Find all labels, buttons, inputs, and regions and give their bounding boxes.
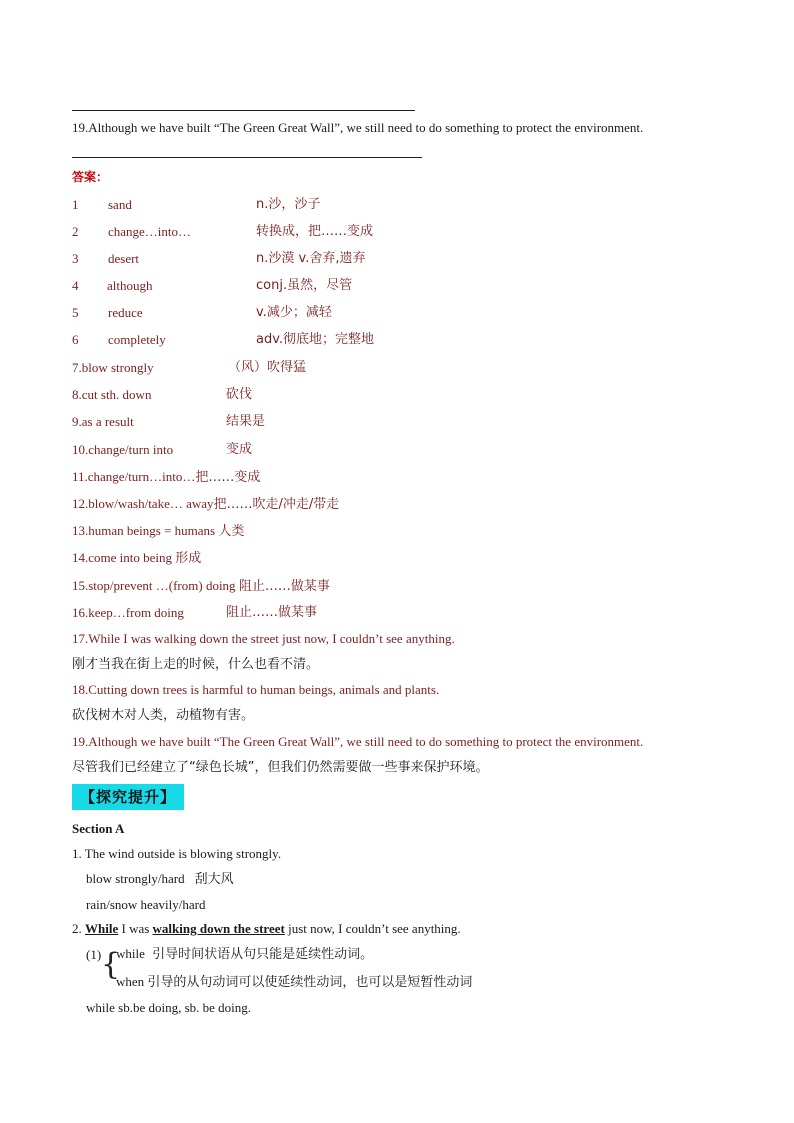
vocab-meaning: adv.彻底地；完整地 [256,332,375,347]
item2-rule-while [116,945,373,963]
phrase-row [72,522,244,540]
answer-blank-line [72,110,415,111]
item2-rule-when [116,973,472,991]
phrase-en: 13.human beings = humans [72,523,219,538]
rule-while-en: while [116,946,149,961]
vocab-number: 5 [72,305,79,320]
item1-note-en: blow strongly/hard [86,871,185,886]
answer-sentence-en: 19.Although we have built “The Green Great Wall”, we still need to do something to protect the environment. [72,734,644,749]
rule-while-cn: 引导时间状语从句只能是延续性动词。 [152,947,374,962]
rule-when-en: when [116,974,148,989]
phrase-en: 12.blow/wash/take… away [72,496,214,511]
phrase-row [72,495,339,513]
vocab-number: 3 [72,251,79,266]
section-banner: 【探究提升】 [72,784,184,810]
vocab-word: desert [108,251,140,266]
vocab-word: change…into… [108,224,192,239]
vocab-word: reduce [108,305,143,320]
item2-sentence [72,920,461,937]
item2-pattern: while sb.be doing, sb. be doing. [86,1000,252,1015]
answer-sentence-en: 17.While I was walking down the street just now, I couldn’t see anything. [72,631,455,646]
phrase-cn: 砍伐 [226,387,253,402]
vocab-meaning: n.沙漠 v.舍弃,遗弃 [256,251,366,266]
item1-note2: rain/snow heavily/hard [86,897,206,912]
exercise-sentence-19: 19.Although we have built “The Green Great Wall”, we still need to do something to protect the environment. [72,120,644,135]
phrase-row [72,468,260,486]
answer-sentence-cn: 尽管我们已经建立了“绿色长城”，但我们仍然需要做一些事来保护环境。 [72,760,489,775]
phrase-row [72,549,201,567]
vocab-number: 6 [72,332,79,347]
rule-when-cn: 引导的从句动词可以使延续性动词，也可以是短暂性动词 [147,975,473,990]
vocab-number: 2 [72,224,79,239]
vocab-number: 1 [72,197,79,212]
vocab-meaning: 转换成，把……变成 [256,224,374,239]
phrase-cn: 阻止……做某事 [238,579,330,594]
answer-sentence-en: 18.Cutting down trees is harmful to human beings, animals and plants. [72,682,440,697]
brace-symbol: { [101,947,121,982]
vocab-meaning: v.减少；减轻 [256,305,332,320]
phrase-en: 15.stop/prevent …(from) doing [72,578,239,593]
phrase-cn: 阻止……做某事 [226,605,318,620]
vocab-word: sand [108,197,132,212]
vocab-number: 4 [72,278,79,293]
vocab-meaning: conj.虽然，尽管 [256,278,353,293]
answer-blank-line [72,157,422,158]
phrase-en: 11.change/turn…into… [72,469,196,484]
phrase-cn: 人类 [218,524,245,539]
phrase-en: 7.blow strongly [72,360,154,375]
phrase-cn: 把……变成 [195,470,261,485]
phrase-cn: 形成 [175,551,202,566]
phrase-en: 10.change/turn into [72,442,174,457]
phrase-cn: （风）吹得猛 [228,360,307,375]
item2-keyword-walking: walking down the street [152,921,285,936]
phrase-en: 8.cut sth. down [72,387,152,402]
item2-mid: I was [118,921,153,936]
answer-label: 答案： [72,170,109,184]
phrase-cn: 把……吹走/冲走/带走 [213,497,340,512]
vocab-word: although [107,278,153,293]
item2-keyword-while: While [85,921,119,936]
section-title: Section A [72,821,125,836]
item2-rest: just now, I couldn’t see anything. [284,921,461,936]
item1-sentence: 1. The wind outside is blowing strongly. [72,846,282,861]
item2-sub-number: (1) [86,947,102,962]
item1-note [86,870,234,888]
phrase-cn: 结果是 [226,414,266,429]
vocab-word: completely [108,332,166,347]
phrase-en: 16.keep…from doing [72,605,184,620]
answer-sentence-cn: 砍伐树木对人类，动植物有害。 [72,708,255,723]
phrase-cn: 变成 [226,442,253,457]
phrase-row [72,577,330,595]
vocab-meaning: n.沙，沙子 [256,197,321,212]
item2-prefix: 2. [72,921,85,936]
item1-note-cn: 刮大风 [194,872,234,887]
answer-sentence-cn: 刚才当我在街上走的时候，什么也看不清。 [72,657,320,672]
phrase-en: 14.come into being [72,550,176,565]
phrase-en: 9.as a result [72,414,134,429]
